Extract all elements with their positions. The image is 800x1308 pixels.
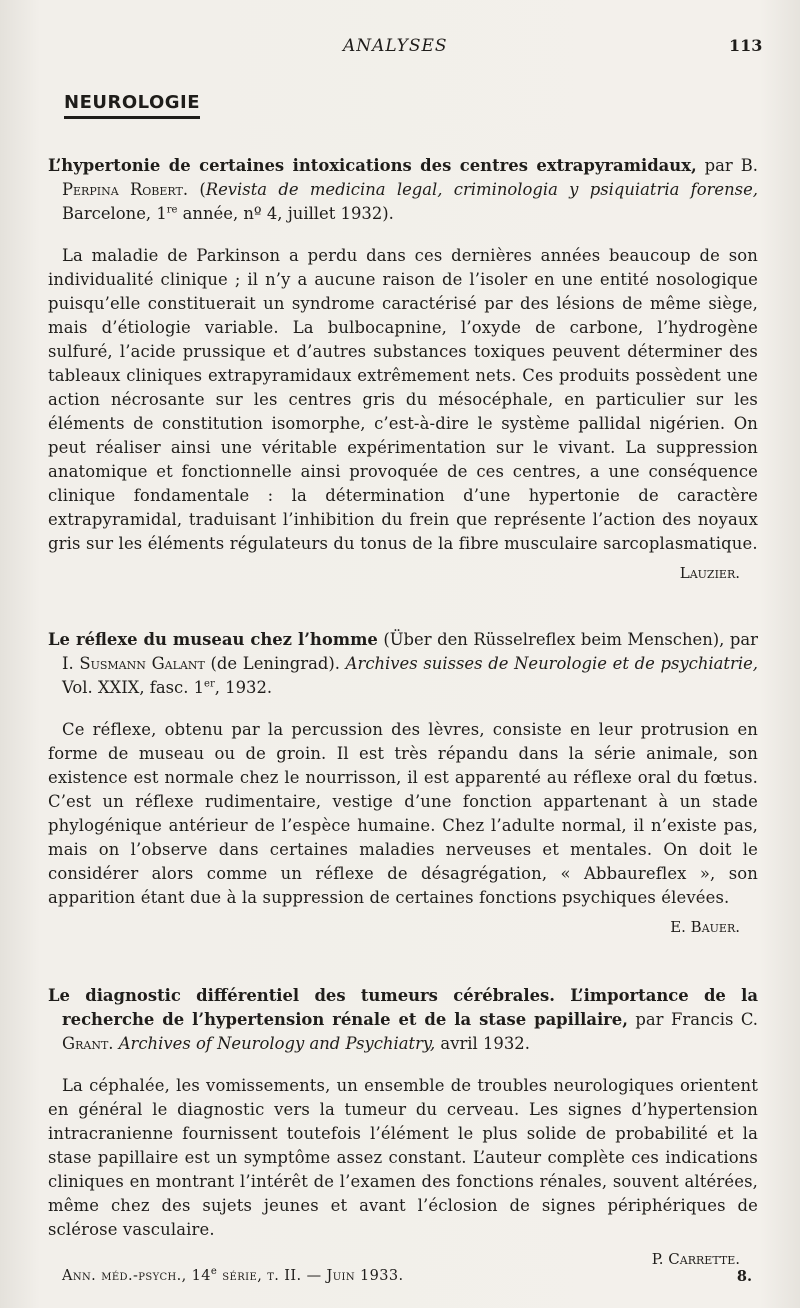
citation-pre: Vol. XXIX, fasc. 1 [62,678,205,697]
par-label: par [724,630,758,649]
citation-sup: er [204,678,215,690]
original-title: (Über den Rüsselreflex beim Menschen), [377,630,725,649]
article-heading [48,154,758,226]
article-signature: Lauzier. [679,564,740,582]
citation-pre: Barcelone, 1 [62,204,167,223]
article-title: Le réflexe du museau chez l’homme [48,630,378,649]
article-signature: E. Bauer. [670,918,740,936]
article-tumeurs-cerebrales [48,984,758,1270]
footer-journal-line: Ann. méd.-psych., 14 [62,1268,211,1284]
article-title: L’hypertonie de certaines intoxications des centres extrapyramidaux, [48,156,697,175]
article-heading [48,984,758,1056]
article-body: La maladie de Parkinson a perdu dans ces dernières années beaucoup de son individualité clinique ; il n’y a aucune raison de l’isoler en une entité nosologique puisqu’elle constituerait un syndrome caractérisé par des lésions de même siège, mais d’étiologie variable. La bulbocapnine, l’oxyde de carbone, l’hydrogène sulfuré, l’acide prussique et d’autres substances toxiques peuvent déterminer des tableaux cliniques extrapyramidaux extrêmement nets. Ces produits possèdent une action nécrosante sur les centres gris du mésocéphale, en particulier sur les éléments de constitution isomorphe, c’est-à-dire le système pallidal nigérien. On peut réaliser ainsi une véritable expérimentation sur le vivant. La suppression anatomique et fonctionnelle ainsi provoquée de ces centres, a une conséquence clinique fondamentale : la détermination d’une hypertonie de caractère extrapyramidal, traduisant l’inhibition du frein que représente l’action des noyaux gris sur les éléments régulateurs du tonus de la fibre musculaire sarcoplasmatique. [48,246,758,553]
article-title: Le diagnostic différentiel des tumeurs cérébrales. L’importance de la recherche de l’hypertension rénale et de la stase papillaire, [48,986,758,1029]
journal-name: Archives suisses de Neurologie et de psychiatrie, [345,654,758,673]
article-hypertonie [48,154,758,584]
article-author: B. Perpina Robert. [62,156,758,199]
running-title: ANALYSES [343,36,448,56]
page-number: 113 [729,36,763,55]
page-footer [62,1268,752,1290]
article-reflexe-museau [48,628,758,938]
article-author: I. Susmann Galant [62,654,205,673]
par-label: par [696,156,741,175]
article-author: C. Grant. [62,1010,758,1053]
footer-journal-line-end: série, t. II. — Juin 1933. [217,1268,404,1284]
sheet-number: 8. [736,1268,752,1285]
article-signature: P. Carrette. [651,1250,740,1268]
journal-name: Archives of Neurology and Psychiatry, [113,1034,436,1053]
author-affiliation: (de Leningrad). [204,654,346,673]
citation-sup: re [166,204,178,216]
running-head [0,36,800,60]
footer-journal [62,1268,404,1284]
footer-series-sup: e [210,1266,218,1278]
article-body: Ce réflexe, obtenu par la percussion des lèvres, consiste en leur protrusion en forme de museau ou de groin. Il est très répandu dans la série animale, son existence est normale chez le nourrisson, il est apparenté au réflexe oral du fœtus. C’est un réflexe rudimentaire, vestige d’une fonction appartenant à un stade phylogénique antérieur de l’espèce humaine. Chez l’adulte normal, il n’existe pas, mais on l’observe dans certaines maladies nerveuses et mentales. On doit le considérer alors comme un réflexe de désagrégation, « Abbaureflex », son apparition étant due à la suppression de certaines fonctions psychiques élevées. [48,720,758,907]
article-body: La céphalée, les vomissements, un ensemble de troubles neurologiques orientent en général le diagnostic vers la tumeur du cerveau. Les signes d’hypertension intracranienne fournissent toutefois l’élément le plus solide de probabilité et la stase papillaire est un symptôme assez constant. L’auteur complète ces indications cliniques en montrant l’intérêt de l’examen des fonctions rénales, souvent altérées, même chez des sujets jeunes et avant l’éclosion de signes périphériques de sclérose vasculaire. [48,1076,758,1239]
source-open: ( [188,180,206,199]
journal-name: Revista de medicina legal, criminologia y psiquiatria forense, [205,180,758,199]
citation-post: , 1932. [214,678,273,697]
citation-post: année, nº 4, juillet 1932). [177,204,394,223]
section-title: NEUROLOGIE [64,92,200,119]
par-label: par Francis [627,1010,741,1029]
article-heading [48,628,758,700]
citation-post: avril 1932. [435,1034,530,1053]
